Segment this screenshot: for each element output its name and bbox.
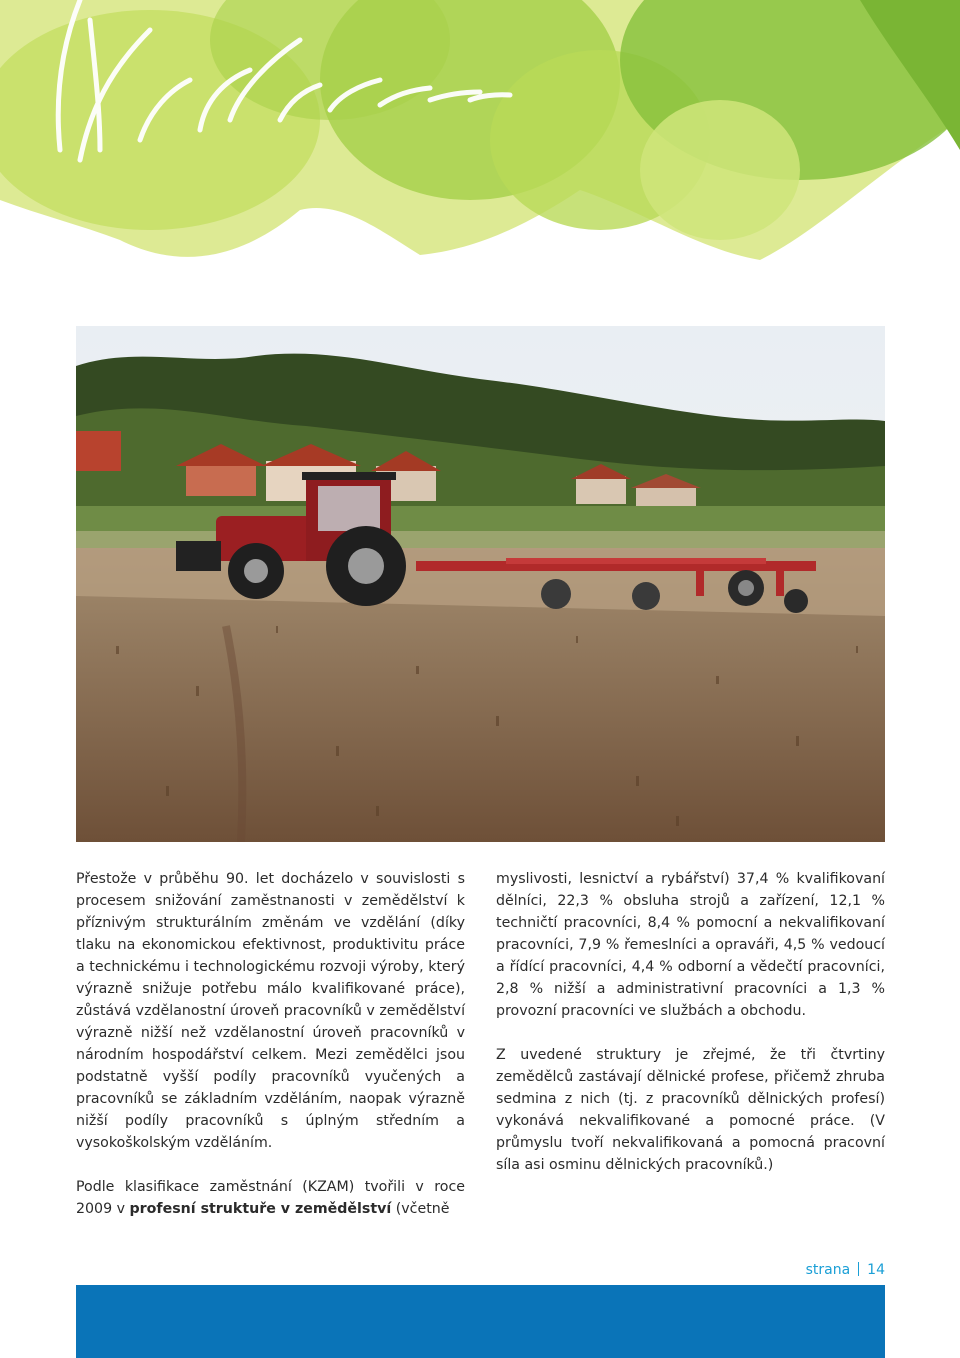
right-text-column (496, 868, 885, 1198)
page-label: strana (805, 1262, 851, 1278)
paragraph-conclusion: Z uvedené struktury je zřejmé, že tři čtvrtiny zemědělců zastávají dělnické profese, přičemž zhruba sedmina z nich (tj. z pracovníků dělnických profesí) vykonává nekvalifikované a pomocné práce. (V průmyslu tvoří nekvalifikovaná a pomocná pracovní síla asi osminu dělnických pracovníků.) (496, 1047, 885, 1173)
paragraph-structure-percentages: myslivosti, lesnictví a rybářství) 37,4 % kvalifikovaní dělníci, 22,3 % obsluha strojů a zařízení, 12,1 % techničtí pracovníci, 8,4 % pomocní a nekvalifikovaní pracovníci, 7,9 % řemeslníci a opraváři, 4,5 % vedoucí a řídící pracovníci, 4,4 % odborní a vědečtí pracovníci, 2,8 % nižší a administrativní pracovníci a 1,3 % provozní pracovníci ve službách a obchodu. (496, 871, 885, 1019)
page-number-value: 14 (867, 1262, 885, 1278)
emphasis-profesni-struktura: profesní struktuře v zemědělství (129, 1201, 392, 1217)
footer-bar (76, 1285, 885, 1358)
page-separator (858, 1262, 859, 1276)
paragraph-kzam-end: (včetně (391, 1201, 450, 1217)
paragraph-kzam-start: Podle klasifikace zaměstnání (KZAM) tvořili v roce 2009 v (76, 1179, 465, 1217)
paragraph-kzam (76, 1176, 465, 1220)
leaf-header-decoration (0, 0, 960, 300)
tractor-field-photo (76, 326, 885, 842)
page-number (760, 1262, 885, 1278)
paragraph-education: Přestože v průběhu 90. let docházelo v souvislosti s procesem snižování zaměstnanosti v zemědělství k příznivým strukturálním změnám ve vzdělání (díky tlaku na ekonomickou efektivnost, produktivitu práce a technickému i technologickému rozvoji výroby, který výrazně snižuje potřebu málo kvalifikované práce), zůstává vzdělanostní úroveň pracovníků v zemědělství výrazně nižší než vzdělanostní úroveň pracovníků v národním hospodářství celkem. Mezi zemědělci jsou podstatně vyšší podíly pracovníků vyučených a pracovníků se základním vzděláním, naopak výrazně nižší podíly pracovníků s úplným středním a vysokoškolským vzděláním. (76, 871, 466, 1151)
left-text-column (76, 868, 465, 1242)
